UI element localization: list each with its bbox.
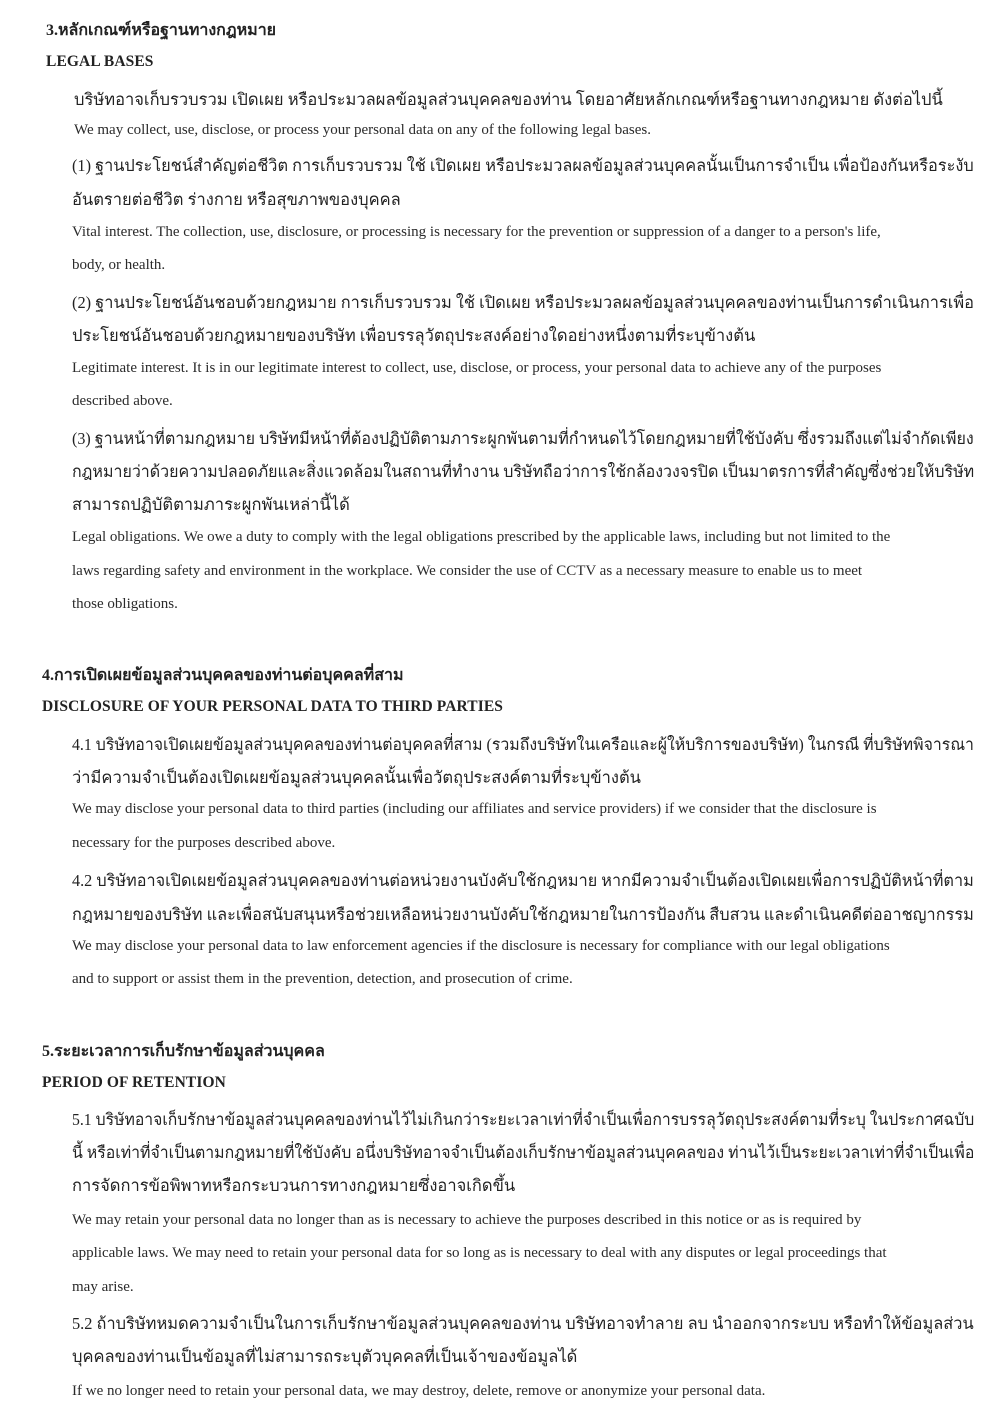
item-4-2-en-line-2: and to support or assist them in the prevention, detection, and prosecution of crime. [72,971,573,987]
item-3-th-line-3: สามารถปฏิบัติตามภาระผูกพันเหล่านี้ได้ [72,495,350,514]
item-5-2-th-line-2: บุคคลของท่านเป็นข้อมูลที่ไม่สามารถระบุตัวบุคคลที่เป็นเจ้าของข้อมูลได้ [72,1347,578,1366]
item-3-en-line-2: laws regarding safety and environment in the workplace. We consider the use of CCTV as a necessary measure to enable us to meet [72,563,863,579]
section-4-heading-th: 4.การเปิดเผยข้อมูลส่วนบุคคลของท่านต่อบุคคลที่สาม [42,667,404,684]
item-5-1-en-line-2: applicable laws. We may need to retain your personal data for so long as is necessary to deal with any disputes or legal proceedings that [72,1245,887,1261]
section-3-intro-en: We may collect, use, disclose, or process your personal data on any of the following legal bases. [74,122,651,138]
item-1-en-line-1: Vital interest. The collection, use, disclosure, or processing is necessary for the prevention or suppression of a danger to a person's life, [72,224,881,240]
item-4-2-th-line-2: กฎหมายของบริษัท และเพื่อสนับสนุนหรือช่วยเหลือหน่วยงานบังคับใช้กฎหมายในการป้องกัน สืบสวน และดำเนินคดีต่ออาชญากรรม [72,905,974,924]
item-5-1-en-line-3: may arise. [72,1279,134,1295]
item-2-en-line-1: Legitimate interest. It is in our legitimate interest to collect, use, disclose, or process, your personal data to achieve any of the purposes [72,360,882,376]
item-1-th-line-2: อันตรายต่อชีวิต ร่างกาย หรือสุขภาพของบุคคล [72,190,401,209]
item-3-en-line-3: those obligations. [72,596,178,612]
item-1-en-line-2: body, or health. [72,257,166,273]
item-3-th-line-2: กฎหมายว่าด้วยความปลอดภัยและสิ่งแวดล้อมในสถานที่ทำงาน บริษัทถือว่าการใช้กล้องวงจรปิด เป็นมาตรการที่สำคัญซึ่งช่วยให้บริษัท [72,462,975,481]
section-5-heading-en: PERIOD OF RETENTION [42,1074,226,1091]
item-5-2-en-line-1: If we no longer need to retain your personal data, we may destroy, delete, remove or anonymize your personal data. [72,1383,766,1399]
item-2-th-line-2: ประโยชน์อันชอบด้วยกฎหมายของบริษัท เพื่อบรรลุวัตถุประสงค์อย่างใดอย่างหนึ่งตามที่ระบุข้างต้น [72,326,756,345]
section-5-heading-th: 5.ระยะเวลาการเก็บรักษาข้อมูลส่วนบุคคล [42,1043,325,1060]
item-3-en-line-1: Legal obligations. We owe a duty to comply with the legal obligations prescribed by the applicable laws, including but not limited to the [72,529,891,545]
item-5-1-en-line-1: We may retain your personal data no longer than as is necessary to achieve the purposes described in this notice or as is required by [72,1212,862,1228]
item-1-th-line-1: (1) ฐานประโยชน์สำคัญต่อชีวิต การเก็บรวบรวม ใช้ เปิดเผย หรือประมวลผลข้อมูลส่วนบุคคลนั้นเป็นการจำเป็น เพื่อป้องกันหรือระงับ [72,156,974,175]
item-4-2-th-line-1: 4.2 บริษัทอาจเปิดเผยข้อมูลส่วนบุคคลของท่านต่อหน่วยงานบังคับใช้กฎหมาย หากมีความจำเป็นต้องเปิดเผยเพื่อการปฏิบัติหน้าที่ตาม [72,871,974,890]
section-3-intro-th: บริษัทอาจเก็บรวบรวม เปิดเผย หรือประมวลผลข้อมูลส่วนบุคคลของท่าน โดยอาศัยหลักเกณฑ์หรือฐานทางกฎหมาย ดังต่อไปนี้ [74,90,943,109]
section-3-heading-th: 3.หลักเกณฑ์หรือฐานทางกฎหมาย [46,22,277,39]
item-3-th-line-1: (3) ฐานหน้าที่ตามกฎหมาย บริษัทมีหน้าที่ต้องปฏิบัติตามภาระผูกพันตามที่กำหนดไว้โดยกฎหมายที่ใช้บังคับ ซึ่งรวมถึงแต่ไม่จำกัดเพียง [72,429,974,448]
section-3-heading-en: LEGAL BASES [46,53,154,70]
item-5-1-th-line-2: นี้ หรือเท่าที่จำเป็นตามกฎหมายที่ใช้บังคับ อนึ่งบริษัทอาจจำเป็นต้องเก็บรักษาข้อมูลส่วนบุคคลของ ท่านไว้เป็นระยะเวลาเท่าที่จำเป็นเพื่อ [72,1143,975,1162]
item-2-en-line-2: described above. [72,393,173,409]
item-4-1-th-line-2: ว่ามีความจำเป็นต้องเปิดเผยข้อมูลส่วนบุคคลนั้นเพื่อวัตถุประสงค์ตามที่ระบุข้างต้น [72,768,641,787]
item-5-2-th-line-1: 5.2 ถ้าบริษัทหมดความจำเป็นในการเก็บรักษาข้อมูลส่วนบุคคลของท่าน บริษัทอาจทำลาย ลบ นำออกจากระบบ หรือทำให้ข้อมูลส่วน [72,1314,974,1333]
item-2-th-line-1: (2) ฐานประโยชน์อันชอบด้วยกฎหมาย การเก็บรวบรวม ใช้ เปิดเผย หรือประมวลผลข้อมูลส่วนบุคคลของท่านเป็นการดำเนินการเพื่อ [72,293,975,312]
item-4-2-en-line-1: We may disclose your personal data to law enforcement agencies if the disclosure is necessary for compliance with our legal obligations [72,938,890,954]
item-4-1-en-line-1: We may disclose your personal data to third parties (including our affiliates and service providers) if we consider that the disclosure is [72,801,877,817]
item-4-1-en-line-2: necessary for the purposes described above. [72,835,336,851]
section-4-heading-en: DISCLOSURE OF YOUR PERSONAL DATA TO THIRD PARTIES [42,698,503,715]
item-5-1-th-line-3: การจัดการข้อพิพาทหรือกระบวนการทางกฎหมายซึ่งอาจเกิดขึ้น [72,1176,516,1195]
item-5-1-th-line-1: 5.1 บริษัทอาจเก็บรักษาข้อมูลส่วนบุคคลของท่านไว้ไม่เกินกว่าระยะเวลาเท่าที่จำเป็นเพื่อการบรรลุวัตถุประสงค์ตามที่ระบุ ในประกาศฉบับ [72,1110,975,1129]
item-4-1-th-line-1: 4.1 บริษัทอาจเปิดเผยข้อมูลส่วนบุคคลของท่านต่อบุคคลที่สาม (รวมถึงบริษัทในเครือและผู้ให้บริการของบริษัท) ในกรณี ที่บริษัทพิจารณา [72,735,974,754]
